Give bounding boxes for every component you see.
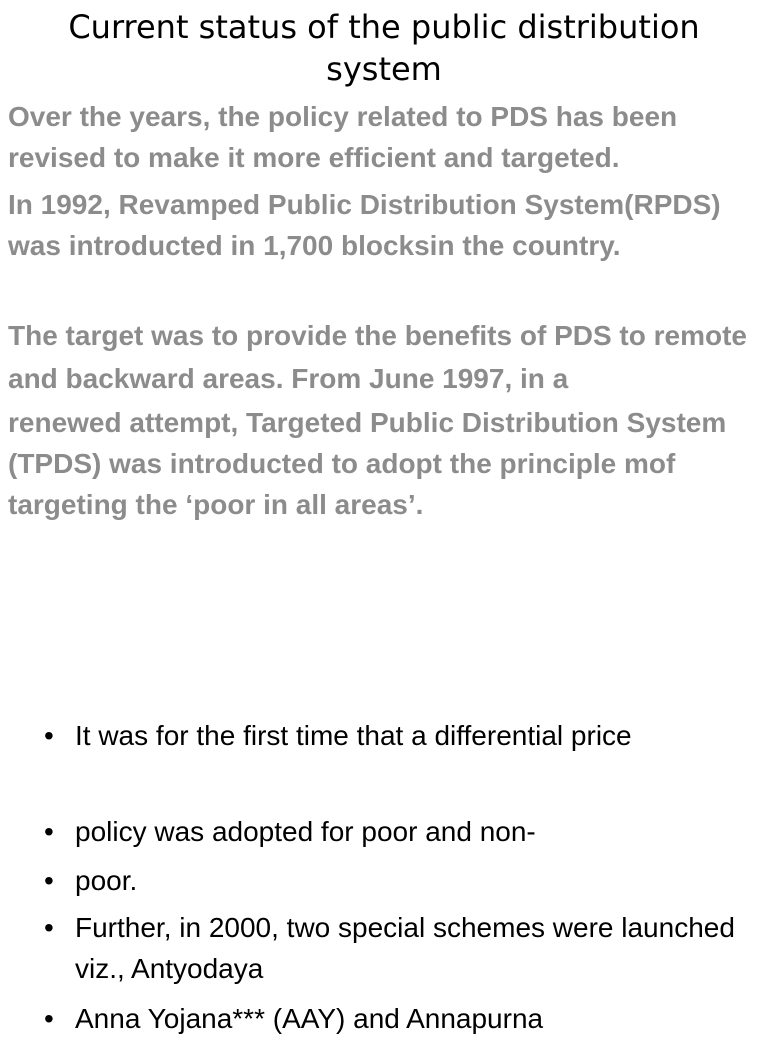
bullet-icon: • [44,720,54,751]
list-item-text: Further, in 2000, two special schemes were launched viz., Antyodaya [75,912,735,984]
slide-title: Current status of the public distribution system [68,8,700,88]
list-item [44,998,744,1039]
paragraph-rpds: In 1992, Revamped Public Distribution System(RPDS) was introducted in 1,700 blocksin the country. [8,189,721,261]
list-item-text: policy was adopted for poor and non- [75,816,536,847]
list-item [44,860,744,901]
list-item [44,715,744,756]
list-item [44,907,744,989]
bullet-icon: • [44,865,54,896]
paragraph-policy-revision: Over the years, the policy related to PDS has been revised to make it more efficient and targeted. [8,101,678,173]
paragraph-target: The target was to provide the benefits of PDS to remote and backward areas. From June 1997, in a [8,320,747,394]
bullet-icon: • [44,1003,54,1034]
bullet-icon: • [44,816,54,847]
paragraph-tpds: renewed attempt, Targeted Public Distribution System (TPDS) was introducted to adopt the principle mof targeting the ‘poor in all areas’. [8,407,727,520]
list-item-text: Anna Yojana*** (AAY) and Annapurna [75,1003,544,1034]
list-item-text: It was for the first time that a differential price [75,720,632,751]
list-item-text: poor. [75,865,138,896]
list-item [44,811,744,852]
bullet-icon: • [44,912,54,943]
